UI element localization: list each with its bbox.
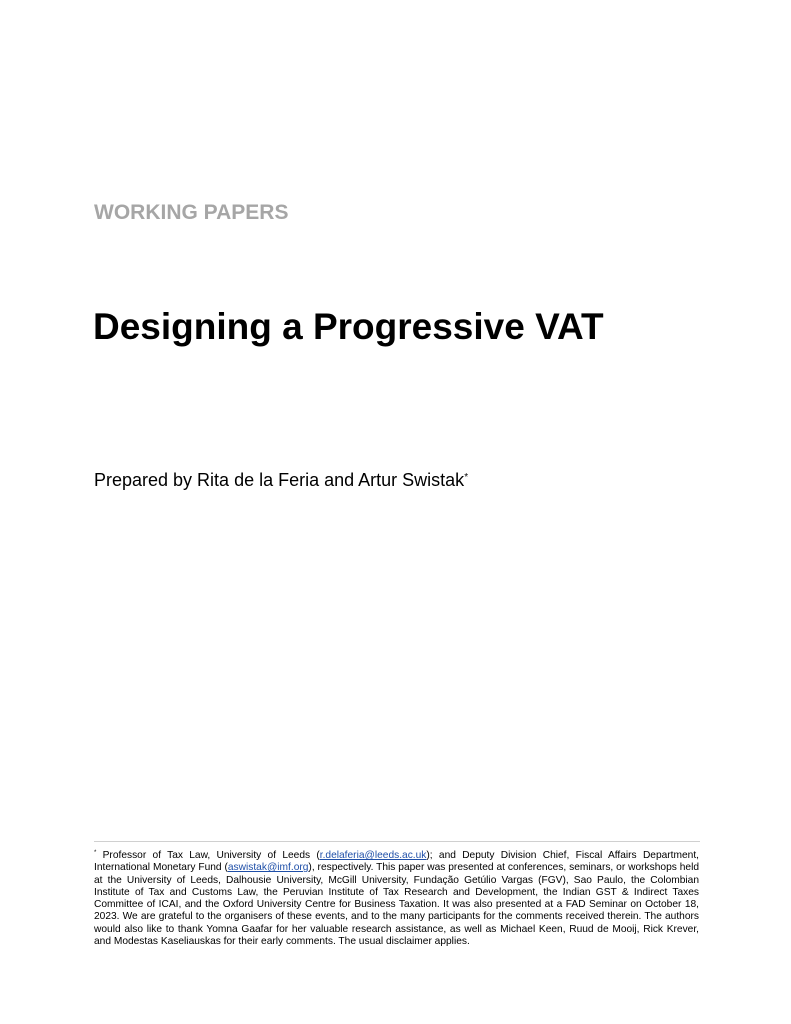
footnote-marker: * — [94, 850, 97, 856]
byline — [94, 470, 468, 491]
footnote-text-part2: ); and Deputy Division Chief, Fiscal Affairs Department, International Monetary Fund ( — [94, 850, 699, 874]
email-link-swistak[interactable]: aswistak@imf.org — [227, 862, 309, 874]
footnote-text-part3: ), respectively. This paper was presented at conferences, seminars, or workshops held at the University of Leeds, Dalhousie University, McGill University, Fundação Getúlio Vargas (FGV), Sao Paulo, the Colombian Institute of Tax and Customs Law, the Peruvian Institute of Tax Research and Development, the Indian GST & Indirect Taxes Committee of ICAI, and the Oxford University Centre for Business Taxation. It was also presented at a FAD Seminar on October 18, 2023. We are grateful to the organisers of these events, and to the many participants for the comments received therein. The authors would also like to thank Yomna Gaafar for her valuable research assistance, as well as Michael Keen, Ruud de Mooij, Rick Krever, and Modestas Kaseliauskas for their early comments. The usual disclaimer applies. — [94, 862, 699, 948]
footnote — [94, 847, 699, 948]
byline-text: Prepared by Rita de la Feria and Artur Swistak — [94, 470, 465, 490]
email-link-delaferia[interactable]: r.delaferia@leeds.ac.uk — [319, 850, 427, 861]
series-label: WORKING PAPERS — [94, 201, 289, 224]
footnote-separator — [94, 841, 700, 842]
footnote-text-part1: Professor of Tax Law, University of Leeds ( — [96, 850, 320, 861]
byline-footnote-marker: * — [464, 472, 469, 483]
document-title: Designing a Progressive VAT — [93, 306, 604, 347]
